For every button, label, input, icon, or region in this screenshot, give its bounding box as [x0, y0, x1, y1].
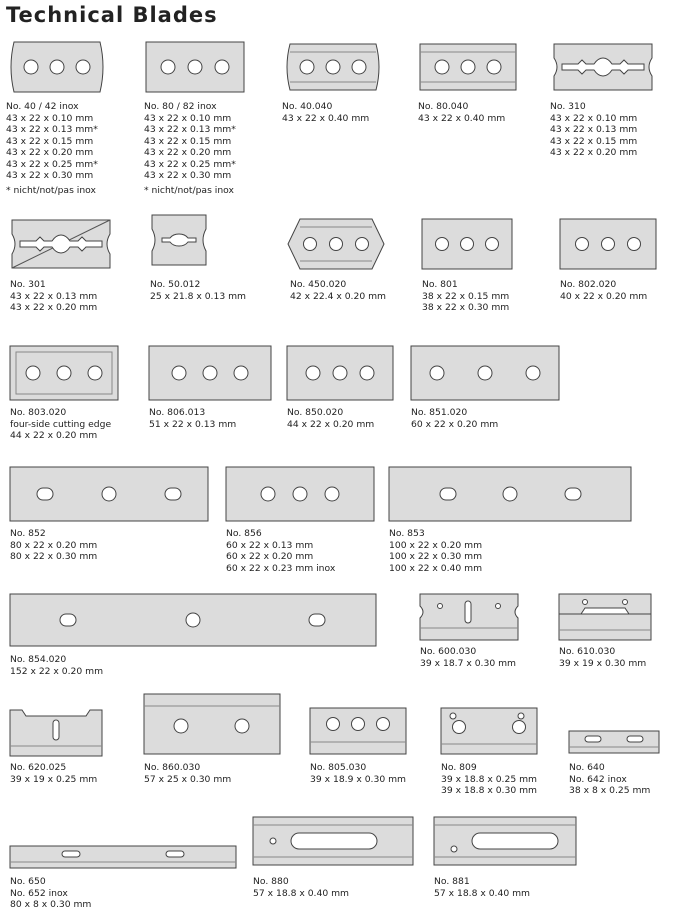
caption-860-030: No. 860.030 57 x 25 x 0.30 mm — [144, 762, 232, 785]
caption-50-012: No. 50.012 25 x 21.8 x 0.13 mm — [150, 279, 246, 302]
blade-80-040-drawing — [418, 40, 520, 94]
blade-881-drawing — [432, 815, 578, 867]
caption-881: No. 881 57 x 18.8 x 0.40 mm — [434, 876, 530, 899]
caption-802-020: No. 802.020 40 x 22 x 0.20 mm — [560, 279, 648, 302]
blade-610-030-drawing — [557, 592, 653, 642]
caption-450-020: No. 450.020 42 x 22.4 x 0.20 mm — [290, 279, 386, 302]
caption-40: No. 40 / 42 inox 43 x 22 x 0.10 mm 43 x 22 x 0.13 mm* 43 x 22 x 0.15 mm 43 x 22 x 0.20 mm 43 x 22 x 0.25 mm* 43 x 22 x 0.30 mm * nicht/not/pas inox — [6, 101, 98, 196]
blade-310 — [548, 40, 658, 94]
blade-850-020 — [285, 344, 395, 402]
caption-80: No. 80 / 82 inox 43 x 22 x 0.10 mm 43 x 22 x 0.13 mm* 43 x 22 x 0.15 mm 43 x 22 x 0.20 mm 43 x 22 x 0.25 mm* 43 x 22 x 0.30 mm * nicht/not/pas inox — [144, 101, 236, 196]
caption-620-025: No. 620.025 39 x 19 x 0.25 mm — [10, 762, 98, 785]
blade-852-drawing — [8, 465, 210, 523]
caption-851-020: No. 851.020 60 x 22 x 0.20 mm — [411, 407, 499, 430]
blade-806-013 — [147, 344, 273, 402]
caption-853: No. 853 100 x 22 x 0.20 mm 100 x 22 x 0.30 mm 100 x 22 x 0.40 mm — [389, 528, 483, 574]
blade-310-drawing — [548, 40, 658, 94]
blade-809-drawing — [439, 706, 539, 756]
blade-650-drawing — [8, 844, 238, 870]
blade-854-020-drawing — [8, 592, 378, 648]
blade-40-040 — [282, 40, 384, 94]
blade-803-020-drawing — [8, 344, 120, 402]
caption-850-020: No. 850.020 44 x 22 x 0.20 mm — [287, 407, 375, 430]
blade-805-030 — [308, 706, 408, 756]
blade-802-020-drawing — [558, 216, 660, 272]
blade-640-drawing — [567, 729, 661, 755]
caption-640: No. 640 No. 642 inox 38 x 8 x 0.25 mm — [569, 762, 651, 796]
caption-854-020: No. 854.020 152 x 22 x 0.20 mm — [10, 654, 104, 677]
caption-650: No. 650 No. 652 inox 80 x 8 x 0.30 mm — [10, 876, 92, 910]
blade-600-030 — [418, 592, 520, 642]
blade-806-013-drawing — [147, 344, 273, 402]
blade-650 — [8, 844, 238, 870]
blade-809 — [439, 706, 539, 756]
blade-856 — [224, 465, 376, 523]
blade-600-030-drawing — [418, 592, 520, 642]
blade-801 — [420, 216, 514, 272]
blade-301 — [6, 216, 116, 272]
caption-80-040: No. 80.040 43 x 22 x 0.40 mm — [418, 101, 506, 124]
blade-856-drawing — [224, 465, 376, 523]
caption-600-030: No. 600.030 39 x 18.7 x 0.30 mm — [420, 646, 516, 669]
blade-610-030 — [557, 592, 653, 642]
blade-50-012 — [146, 212, 212, 268]
caption-806-013: No. 806.013 51 x 22 x 0.13 mm — [149, 407, 237, 430]
caption-40-040: No. 40.040 43 x 22 x 0.40 mm — [282, 101, 370, 124]
blade-80 — [144, 40, 246, 94]
page-title: Technical Blades — [6, 3, 218, 27]
caption-856: No. 856 60 x 22 x 0.13 mm 60 x 22 x 0.20 mm 60 x 22 x 0.23 mm inox — [226, 528, 336, 574]
blade-80-drawing — [144, 40, 246, 94]
blade-860-030-drawing — [142, 692, 282, 756]
caption-301: No. 301 43 x 22 x 0.13 mm 43 x 22 x 0.20 mm — [10, 279, 98, 313]
blade-850-020-drawing — [285, 344, 395, 402]
caption-809: No. 809 39 x 18.8 x 0.25 mm 39 x 18.8 x 0.30 mm — [441, 762, 537, 796]
caption-852: No. 852 80 x 22 x 0.20 mm 80 x 22 x 0.30 mm — [10, 528, 98, 562]
blade-40-drawing — [6, 40, 108, 94]
blade-853-drawing — [387, 465, 633, 523]
caption-801: No. 801 38 x 22 x 0.15 mm 38 x 22 x 0.30 mm — [422, 279, 510, 313]
blade-620-025-drawing — [8, 708, 104, 758]
blade-880 — [251, 815, 415, 867]
blade-854-020 — [8, 592, 378, 648]
caption-610-030: No. 610.030 39 x 19 x 0.30 mm — [559, 646, 647, 669]
caption-880: No. 880 57 x 18.8 x 0.40 mm — [253, 876, 349, 899]
blade-802-020 — [558, 216, 660, 272]
blade-450-020 — [286, 216, 386, 272]
blade-50-012-drawing — [146, 212, 212, 268]
caption-310: No. 310 43 x 22 x 0.10 mm 43 x 22 x 0.13 mm 43 x 22 x 0.15 mm 43 x 22 x 0.20 mm — [550, 101, 638, 158]
blade-853 — [387, 465, 633, 523]
blade-801-drawing — [420, 216, 514, 272]
blade-40-040-drawing — [282, 40, 384, 94]
caption-803-020: No. 803.020 four-side cutting edge 44 x 22 x 0.20 mm — [10, 407, 112, 441]
blade-852 — [8, 465, 210, 523]
blade-851-020 — [409, 344, 561, 402]
blade-80-040 — [418, 40, 520, 94]
blade-881 — [432, 815, 578, 867]
blade-40 — [6, 40, 108, 94]
blade-851-020-drawing — [409, 344, 561, 402]
blade-301-drawing — [6, 216, 116, 272]
blade-860-030 — [142, 692, 282, 756]
blade-450-020-drawing — [286, 216, 386, 272]
blade-803-020 — [8, 344, 120, 402]
blade-640 — [567, 729, 661, 755]
blade-880-drawing — [251, 815, 415, 867]
blade-620-025 — [8, 708, 104, 758]
caption-805-030: No. 805.030 39 x 18.9 x 0.30 mm — [310, 762, 406, 785]
blade-805-030-drawing — [308, 706, 408, 756]
